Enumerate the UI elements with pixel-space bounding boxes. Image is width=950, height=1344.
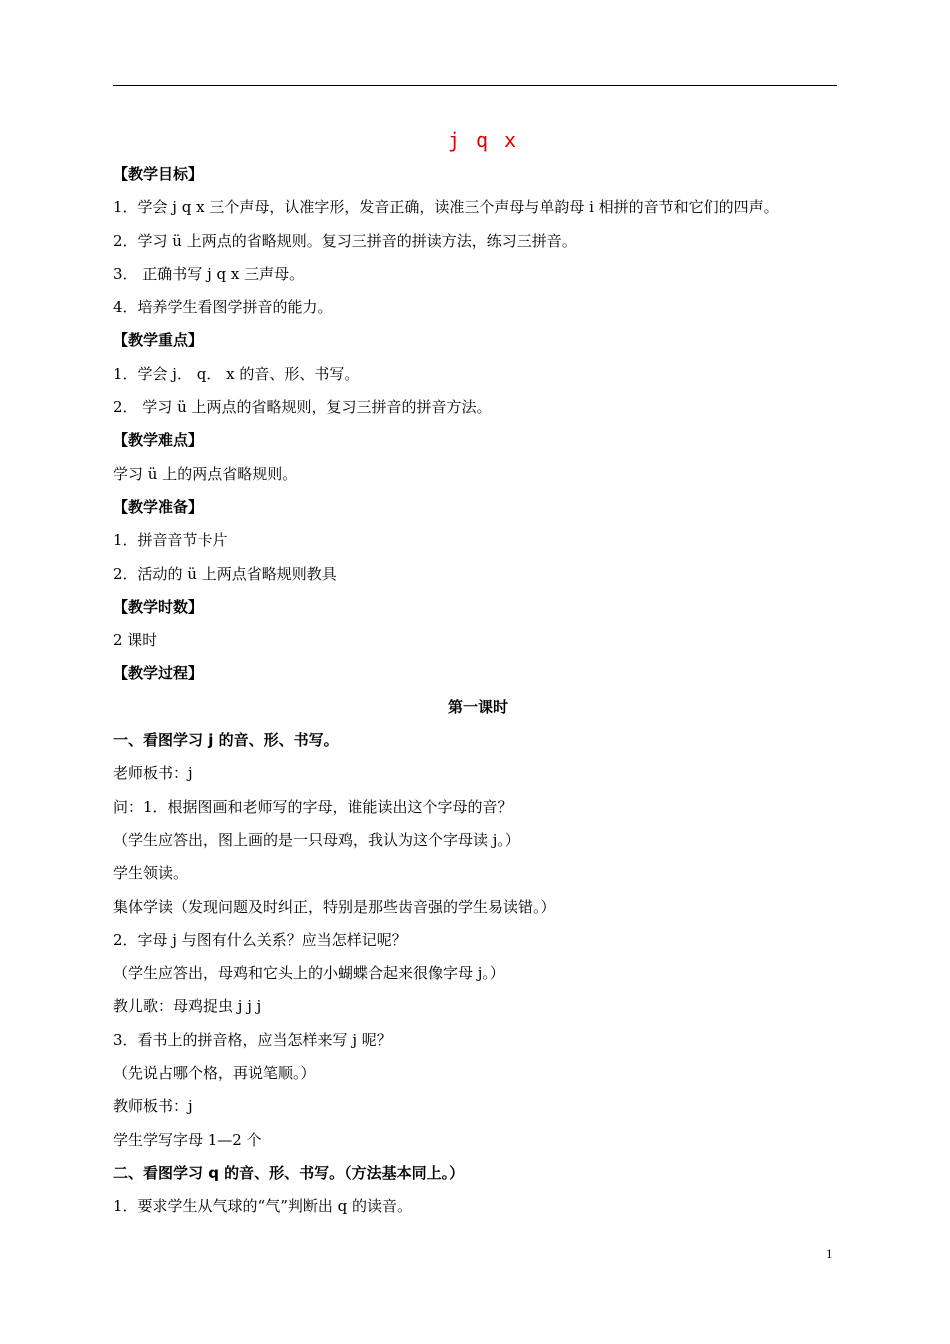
- paragraph-line: 2 课时: [113, 631, 158, 650]
- document-lines: [113, 158, 843, 1224]
- paragraph-line: 老师板书：j: [113, 764, 193, 783]
- section-heading: 二、看图学习 q 的音、形、书写。（方法基本同上。）: [113, 1163, 465, 1182]
- section-heading: 【教学时数】: [113, 597, 204, 616]
- page-number: 1: [826, 1246, 833, 1261]
- paragraph-line: 1．学会 j． q． x 的音、形、书写。: [113, 364, 360, 383]
- paragraph-line: 2．字母 j 与图有什么关系？应当怎样记呢？: [113, 930, 407, 949]
- section-heading: 【教学准备】: [113, 497, 204, 516]
- paragraph-line: 2．学习 ü 上两点的省略规则。复习三拼音的拼读方法，练习三拼音。: [113, 231, 577, 250]
- section-heading: 【教学过程】: [113, 664, 204, 683]
- paragraph-line: （学生应答出，图上画的是一只母鸡，我认为这个字母读 j。）: [113, 830, 520, 849]
- paragraph-line: 4．培养学生看图学拼音的能力。: [113, 298, 333, 317]
- paragraph-line: 3． 正确书写 j q x 三声母。: [113, 264, 305, 283]
- section-heading: 第一课时: [447, 697, 508, 716]
- paragraph-line: 2． 学习 ü 上两点的省略规则，复习三拼音的拼音方法。: [113, 398, 492, 417]
- paragraph-line: 1．学会 j q x 三个声母，认准字形，发音正确，读准三个声母与单韵母 i 相拼的音节和它们的四声。: [113, 198, 779, 217]
- paragraph-line: 教师板书：j: [113, 1097, 193, 1116]
- paragraph-line: 问：1．根据图画和老师写的字母，谁能读出这个字母的音？: [113, 797, 513, 816]
- paragraph-line: 1．拼音音节卡片: [113, 531, 228, 550]
- section-heading: 【教学目标】: [113, 165, 204, 183]
- paragraph-line: 1．要求学生从气球的“气”判断出 q 的读音。: [113, 1197, 413, 1216]
- document-body: [113, 122, 843, 1224]
- paragraph-line: 2．活动的 ü 上两点省略规则教具: [113, 564, 337, 583]
- paragraph-line: （先说占哪个格，再说笔顺。）: [113, 1064, 316, 1083]
- paragraph-line: 集体学读（发现问题及时纠正，特别是那些齿音强的学生易读错。）: [113, 897, 556, 916]
- paragraph-line: 学生领读。: [113, 864, 189, 883]
- section-heading: 一、看图学习 j 的音、形、书写。: [113, 731, 339, 750]
- header-rule: [113, 85, 837, 86]
- paragraph-line: 学习 ü 上的两点省略规则。: [113, 464, 298, 483]
- section-heading: 【教学重点】: [113, 331, 204, 350]
- paragraph-line: 学生学写字母 1—2 个: [113, 1130, 262, 1149]
- paragraph-line: （学生应答出，母鸡和它头上的小蝴蝶合起来很像字母 j。）: [113, 964, 505, 983]
- section-heading: 【教学难点】: [113, 431, 204, 450]
- paragraph-line: 教儿歌：母鸡捉虫 j j j: [113, 997, 262, 1016]
- paragraph-line: 3．看书上的拼音格，应当怎样来写 j 呢？: [113, 1030, 392, 1049]
- document-title: j q x: [447, 128, 519, 152]
